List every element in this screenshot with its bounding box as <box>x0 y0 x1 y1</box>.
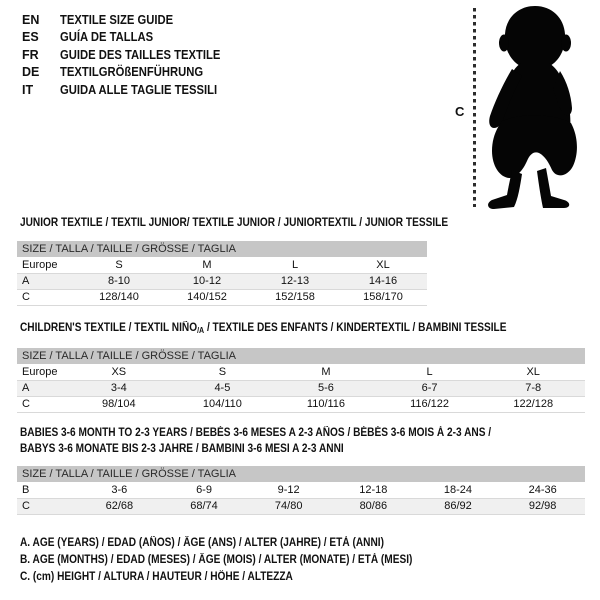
table-row <box>17 380 585 396</box>
legend-notes <box>20 537 466 589</box>
age-cell: 9-12 <box>246 482 331 498</box>
age-cell: 10-12 <box>163 273 251 289</box>
guide-title-fr: GUIDE DES TAILLES TEXTILE <box>60 47 221 62</box>
height-dashed-line <box>473 8 476 207</box>
table-row <box>17 498 585 514</box>
age-cell: 8-10 <box>75 273 163 289</box>
height-cell: 80/86 <box>331 498 416 514</box>
height-cell: 158/170 <box>339 289 427 305</box>
age-cell: 18-24 <box>416 482 501 498</box>
table-row <box>17 257 427 273</box>
height-cell: 116/122 <box>378 396 482 412</box>
babies-size-table <box>17 466 585 515</box>
language-row-it <box>22 83 238 100</box>
age-cell: 12-18 <box>331 482 416 498</box>
table-row <box>17 364 585 380</box>
size-header-bar: SIZE / TALLA / TAILLE / GRÖSSE / TAGLIA <box>17 241 427 257</box>
children-title-sub: /A <box>197 326 205 335</box>
language-row-fr <box>22 48 238 65</box>
guide-title-it: GUIDA ALLE TAGLIE TESSILI <box>60 82 218 97</box>
size-header-bar: SIZE / TALLA / TAILLE / GRÖSSE / TAGLIA <box>17 348 585 364</box>
table-row <box>17 289 427 305</box>
language-row-es <box>22 30 238 47</box>
height-cell: 74/80 <box>246 498 331 514</box>
guide-title-de: TEXTILGRÖßENFÜHRUNG <box>60 65 204 80</box>
size-cell: XS <box>67 364 171 380</box>
age-cell: 4-5 <box>171 380 275 396</box>
row-label: Europe <box>17 364 67 380</box>
height-measure-label: C <box>455 104 465 119</box>
row-label: A <box>17 380 67 396</box>
age-cell: 5-6 <box>274 380 378 396</box>
babies-title-line2: BABYS 3-6 MONATE BIS 2-3 JAHRE / BAMBINI 3-6 MESI A 2-3 ANNI <box>20 443 344 455</box>
language-code: ES <box>22 30 39 45</box>
size-cell: L <box>251 257 339 273</box>
age-cell: 3-4 <box>67 380 171 396</box>
language-row-en <box>22 13 238 30</box>
age-cell: 14-16 <box>339 273 427 289</box>
height-cell: 122/128 <box>481 396 585 412</box>
baby-silhouette-icon <box>479 4 594 209</box>
size-cell: M <box>274 364 378 380</box>
language-row-de <box>22 65 238 82</box>
junior-table-title: JUNIOR TEXTILE / TEXTIL JUNIOR/ TEXTILE JUNIOR / JUNIORTEXTIL / JUNIOR TESSILE <box>20 217 449 229</box>
table-row <box>17 482 585 498</box>
row-label: A <box>17 273 75 289</box>
babies-table-title <box>20 425 491 457</box>
size-cell: L <box>378 364 482 380</box>
size-cell: XL <box>481 364 585 380</box>
legend-note-b: B. AGE (MONTHS) / EDAD (MESES) / ÂGE (MOIS) / ALTER (MONATE) / ETÀ (MESI) <box>20 554 413 567</box>
height-cell: 68/74 <box>162 498 247 514</box>
age-cell: 3-6 <box>77 482 162 498</box>
row-label: C <box>17 289 75 305</box>
height-cell: 140/152 <box>163 289 251 305</box>
children-size-table <box>17 348 585 413</box>
row-label: C <box>17 498 77 514</box>
guide-title-en: TEXTILE SIZE GUIDE <box>60 13 174 27</box>
language-code: IT <box>22 82 34 97</box>
age-cell: 12-13 <box>251 273 339 289</box>
language-code: EN <box>22 13 40 27</box>
language-code: FR <box>22 47 39 62</box>
size-cell: S <box>75 257 163 273</box>
height-cell: 86/92 <box>416 498 501 514</box>
legend-note-c: C. (cm) HEIGHT / ALTURA / HAUTEUR / HÖHE / ALTEZZA <box>20 571 293 584</box>
age-cell: 24-36 <box>500 482 585 498</box>
height-cell: 98/104 <box>67 396 171 412</box>
guide-title-es: GUÍA DE TALLAS <box>60 30 154 45</box>
height-cell: 110/116 <box>274 396 378 412</box>
height-cell: 152/158 <box>251 289 339 305</box>
height-cell: 92/98 <box>500 498 585 514</box>
age-cell: 6-7 <box>378 380 482 396</box>
height-cell: 62/68 <box>77 498 162 514</box>
age-cell: 6-9 <box>162 482 247 498</box>
babies-title-line1: BABIES 3-6 MONTH TO 2-3 YEARS / BEBÉS 3-6 MESES A 2-3 AÑOS / BÉBÉS 3-6 MOIS À 2-3 ANS / <box>20 427 492 439</box>
children-title-post: / TEXTILE DES ENFANTS / KINDERTEXTIL / BAMBINI TESSILE <box>204 322 507 334</box>
row-label: Europe <box>17 257 75 273</box>
table-row <box>17 273 427 289</box>
size-header-bar: SIZE / TALLA / TAILLE / GRÖSSE / TAGLIA <box>17 466 585 482</box>
age-cell: 7-8 <box>481 380 585 396</box>
size-cell: XL <box>339 257 427 273</box>
junior-size-table <box>17 241 427 306</box>
height-cell: 104/110 <box>171 396 275 412</box>
row-label: B <box>17 482 77 498</box>
size-cell: S <box>171 364 275 380</box>
row-label: C <box>17 396 67 412</box>
table-row <box>17 396 585 412</box>
legend-note-a: A. AGE (YEARS) / EDAD (AÑOS) / ÂGE (ANS) / ALTER (JAHRE) / ETÀ (ANNI) <box>20 537 384 549</box>
children-title-pre: CHILDREN'S TEXTILE / TEXTIL NIÑO <box>20 322 198 334</box>
language-title-list <box>22 13 238 100</box>
height-cell: 128/140 <box>75 289 163 305</box>
language-code: DE <box>22 65 40 80</box>
children-table-title <box>20 320 506 339</box>
size-cell: M <box>163 257 251 273</box>
